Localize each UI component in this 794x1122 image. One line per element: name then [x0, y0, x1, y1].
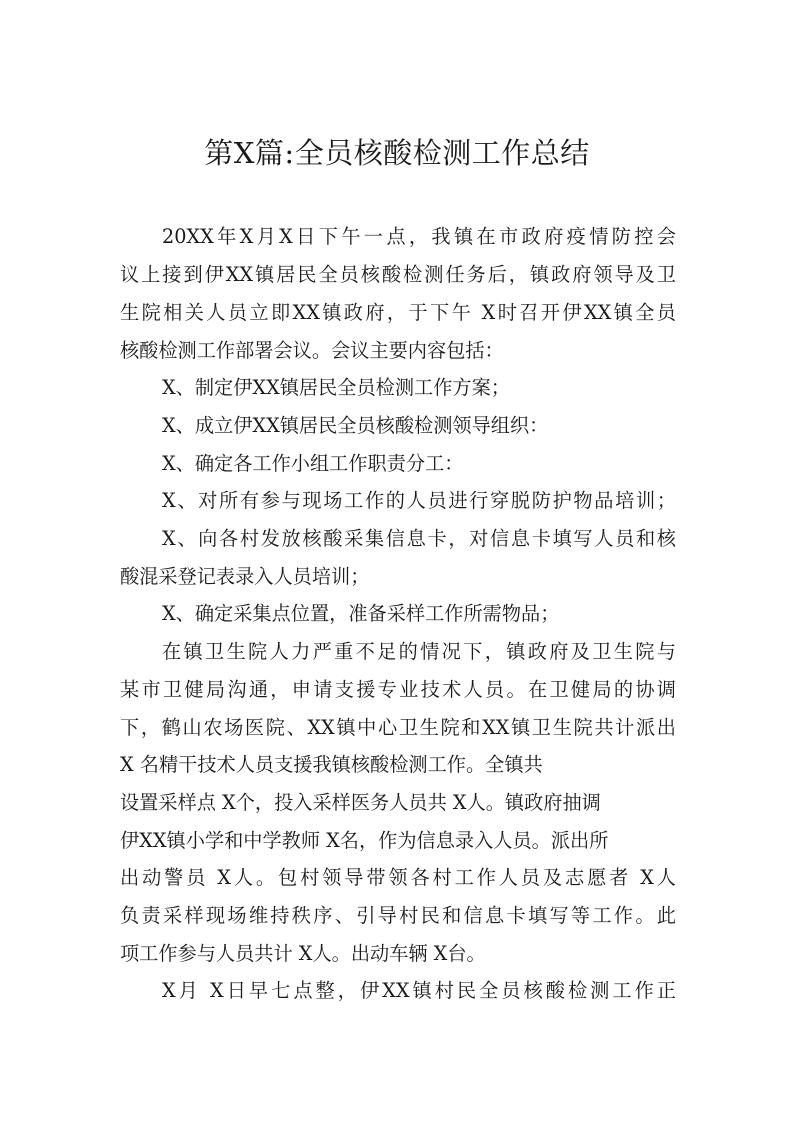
list-item: X、制定伊XX镇居民全员检测工作方案； [162, 376, 510, 399]
body-line: 伊XX镇小学和中学教师 X名，作为信息录入人员。派出所 [120, 829, 609, 852]
list-item: X、确定各工作小组工作职责分工： [162, 452, 464, 475]
body-line: 核酸检测工作部署会议。会议主要内容包括： [120, 339, 504, 362]
body-line: 某市卫健局沟通，申请支援专业技术人员。在卫健局的协调 [120, 678, 676, 701]
body-line: 下，鹤山农场医院、XX镇中心卫生院和XX镇卫生院共计派出 [120, 716, 676, 739]
body-line: 20XX年X月X日下午一点，我镇在市政府疫情防控会 [162, 225, 676, 248]
body-line: 在镇卫生院人力严重不足的情况下，镇政府及卫生院与 [162, 640, 676, 663]
body-line: X月 X日早七点整，伊XX镇村民全员核酸检测工作正 [162, 979, 676, 1002]
body-line: 项工作参与人员共计 X人。出动车辆 X台。 [120, 942, 486, 965]
list-item: X、确定采集点位置，准备采样工作所需物品； [162, 602, 560, 625]
list-item: X、向各村发放核酸采集信息卡，对信息卡填写人员和核 [162, 527, 676, 550]
body-line: 出动警员 X人。包村领导带领各村工作人员及志愿者 X人 [120, 866, 676, 889]
body-line: 生院相关人员立即XX镇政府，于下午 X时召开伊XX镇全员 [120, 301, 676, 324]
body-line: 酸混采登记表录入人员培训； [120, 565, 370, 588]
body-line: 议上接到伊XX镇居民全员核酸检测任务后，镇政府领导及卫 [120, 263, 676, 286]
body-line: 负责采样现场维持秩序、引导村民和信息卡填写等工作。此 [120, 904, 676, 927]
body-line: X 名精干技术人员支援我镇核酸检测工作。全镇共 [120, 753, 543, 776]
list-item: X、成立伊XX镇居民全员核酸检测领导组织： [162, 414, 549, 437]
body-line: 设置采样点 X个，投入采样医务人员共 X人。镇政府抽调 [120, 791, 601, 814]
document-title: 第X篇:全员核酸检测工作总结 [204, 136, 590, 170]
list-item: X、对所有参与现场工作的人员进行穿脱防护物品培训； [162, 489, 676, 512]
